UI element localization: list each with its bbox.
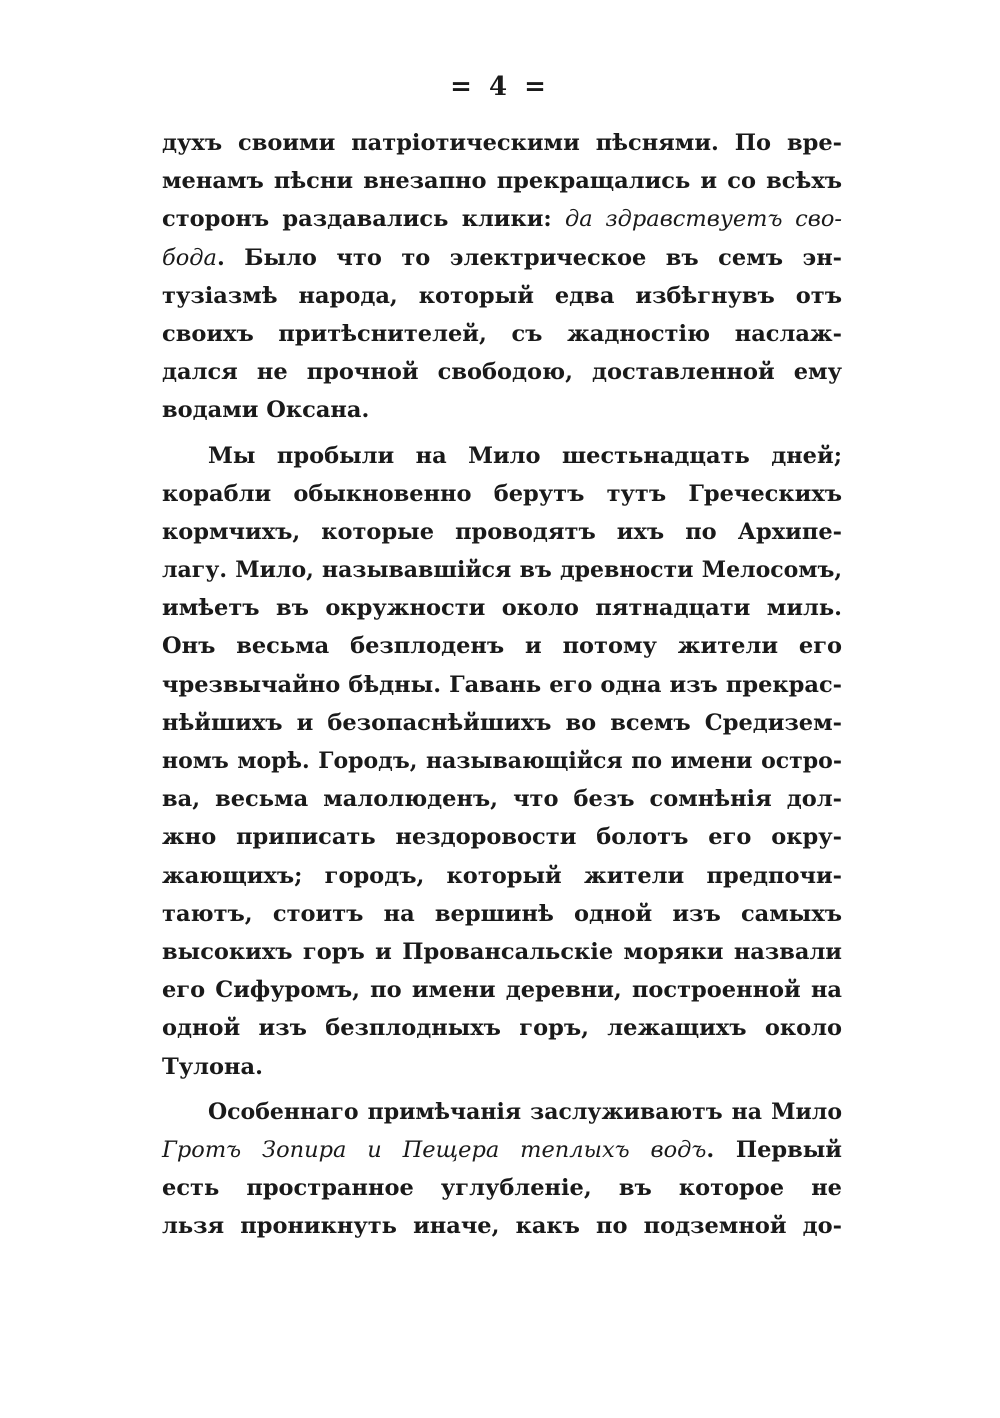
text-line: Онъ весьма безплоденъ и потому жители его <box>162 633 842 660</box>
paragraph-1 <box>162 124 842 430</box>
text-line: одной изъ безплодныхъ горъ, лежащихъ около <box>162 1015 842 1042</box>
paragraph-2 <box>162 437 842 1086</box>
text-line <box>162 239 842 277</box>
text-line: менамъ пѣсни внезапно прекращались и со всѣхъ <box>162 168 842 195</box>
italic-text: бода <box>162 244 217 271</box>
text-line: нѣйшихъ и безопаснѣйшихъ во всемъ Средизем- <box>162 709 842 736</box>
text-line: лагу. Мило, называвшійся въ древности Мелосомъ, <box>162 557 842 584</box>
paragraph-3 <box>162 1093 842 1246</box>
text-line-part: . Было что то электрическое въ семъ эн- <box>216 244 842 271</box>
text-line: дался не прочной свободою, доставленной ему <box>162 359 842 386</box>
text-line <box>162 1131 842 1169</box>
text-line: его Сифуромъ, по имени деревни, построенной на <box>162 977 842 1004</box>
text-line: льзя проникнуть иначе, какъ по подземной до- <box>162 1213 842 1240</box>
text-line: Особеннаго примѣчанія заслуживаютъ на Мило <box>208 1098 842 1125</box>
text-line: корабли обыкновенно берутъ тутъ Греческихъ <box>162 480 842 507</box>
text-line: своихъ притѣснителей, съ жадностію наслаж- <box>162 320 842 347</box>
text-line-part: сторонъ раздавались клики: <box>162 206 566 233</box>
italic-text: да здравствуетъ сво- <box>565 206 842 233</box>
text-line: Мы пробыли на Мило шестьнадцать дней; <box>208 442 842 469</box>
text-line: есть пространное углубленіе, въ которое не <box>162 1175 842 1202</box>
text-line-part: . Первый <box>706 1136 842 1163</box>
text-line: тузіазмѣ народа, который едва избѣгнувъ отъ <box>162 282 842 309</box>
text-line: ва, весьма малолюденъ, что безъ сомнѣнія дол- <box>162 786 842 813</box>
italic-text: Гротъ Зопира и Пещера теплыхъ водъ <box>162 1136 707 1163</box>
text-line: чрезвычайно бѣдны. Гавань его одна изъ прекрас- <box>162 671 842 698</box>
page-number: = 4 = <box>450 72 550 102</box>
text-line: высокихъ горъ и Провансальскіе моряки назвали <box>162 938 842 965</box>
text-line <box>162 200 842 238</box>
text-line: духъ своими патріотическими пѣснями. По вре- <box>162 130 842 156</box>
text-line: жно приписать нездоровости болотъ его окру- <box>162 824 842 851</box>
text-line: водами Оксана. <box>162 397 370 424</box>
text-line: таютъ, стоитъ на вершинѣ одной изъ самыхъ <box>162 900 842 927</box>
text-line: жающихъ; городъ, который жители предпочи- <box>162 862 842 889</box>
text-line: имѣетъ въ окружности около пятнадцати миль. <box>162 595 842 622</box>
text-line: номъ морѣ. Городъ, называющійся по имени остро- <box>162 748 842 774</box>
text-line: Тулона. <box>162 1053 263 1080</box>
body-text <box>162 124 842 1245</box>
text-line: кормчихъ, которые проводятъ ихъ по Архипе- <box>162 518 842 545</box>
